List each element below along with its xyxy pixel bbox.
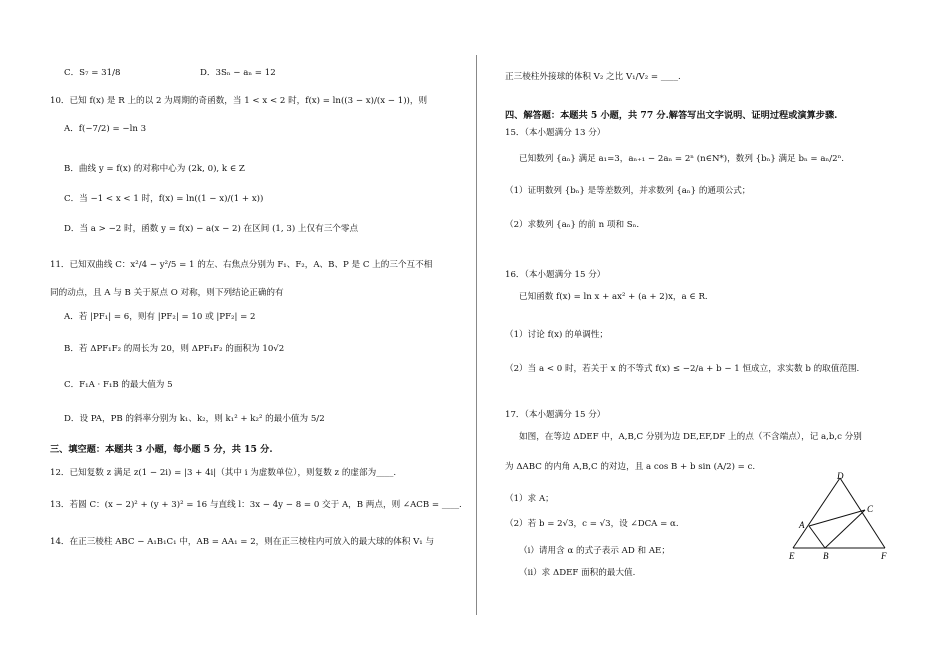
q13: 13．若圆 C：(x − 2)² + (y + 3)² = 16 与直线 l：3x − 4y − 8 = 0 交于 A，B 两点，则 ∠ACB = ____. <box>50 500 462 510</box>
q16-heading: 16．（本小题满分 15 分） <box>505 270 606 280</box>
label-a: A <box>799 520 805 530</box>
q16-stem: 已知函数 f(x) = ln x + ax² + (a + 2)x，a ∈ R. <box>519 292 708 302</box>
q11-stem-line1: 11．已知双曲线 C：x²/4 − y²/5 = 1 的左、右焦点分别为 F₁、F₂，A、B、P 是 C 上的三个互不相 <box>50 260 433 270</box>
q10-option-c: C．当 −1 < x < 1 时，f(x) = ln((1 − x)/(1 + x)) <box>64 194 264 204</box>
q11-option-b: B．若 ΔPF₁F₂ 的周长为 20，则 ΔPF₁F₂ 的面积为 10√2 <box>64 344 285 354</box>
column-divider <box>476 55 477 615</box>
edge-ab <box>809 526 825 548</box>
q16-part-1: （1）讨论 f(x) 的单调性； <box>505 330 609 340</box>
q12: 12．已知复数 z 满足 z(1 − 2i) = |3 + 4i|（其中 i 为虚数单位），则复数 z 的虚部为____. <box>50 468 397 478</box>
q15-heading: 15．（本小题满分 13 分） <box>505 128 606 138</box>
q10-option-a: A．f(−7/2) = −ln 3 <box>64 124 147 134</box>
q11-stem-line2: 同的动点，且 A 与 B 关于原点 O 对称，则下列结论正确的有 <box>50 288 284 298</box>
q9-option-d: D．3Sₙ − aₙ = 12 <box>200 68 276 78</box>
label-c: C <box>867 504 874 514</box>
q14: 14．在正三棱柱 ABC − A₁B₁C₁ 中，AB = AA₁ = 2，则在正三棱柱内可放入的最大球的体积 V₁ 与 <box>50 537 435 547</box>
q15-part-2: （2）求数列 {aₙ} 的前 n 项和 Sₙ. <box>505 220 640 230</box>
q10-option-d: D．当 a > −2 时，函数 y = f(x) − a(x − 2) 在区间 (1, 3) 上仅有三个零点 <box>64 224 359 234</box>
section-4-title: 四、解答题：本题共 5 小题，共 77 分.解答写出文字说明、证明过程或演算步骤. <box>505 110 838 121</box>
q17-part-2: （2）若 b = 2√3，c = √3，设 ∠DCA = α. <box>505 519 679 529</box>
q16-part-2: （2）当 a < 0 时，若关于 x 的不等式 f(x) ≤ −2/a + b − 1 恒成立，求实数 b 的取值范围. <box>505 364 860 374</box>
q14-continuation: 正三棱柱外接球的体积 V₂ 之比 V₁/V₂ = ____. <box>505 72 681 82</box>
q15-part-1: （1）证明数列 {bₙ} 是等差数列，并求数列 {aₙ} 的通项公式； <box>505 186 751 196</box>
q17-stem-line2: 为 ΔABC 的内角 A,B,C 的对边，且 a cos B + b sin (A/2) = c. <box>505 462 756 472</box>
q15-stem: 已知数列 {aₙ} 满足 a₁=3，aₙ₊₁ − 2aₙ = 2ⁿ (n∈N*)，数列 {bₙ} 满足 bₙ = aₙ/2ⁿ. <box>519 154 845 164</box>
q17-part-2-ii: （ii）求 ΔDEF 面积的最大值. <box>519 568 636 578</box>
q17-stem-line1: 如图，在等边 ΔDEF 中，A,B,C 分别为边 DE,EF,DF 上的点（不含端点），记 a,b,c 分别 <box>519 432 862 442</box>
q10-option-b: B．曲线 y = f(x) 的对称中心为 (2k, 0), k ∈ Z <box>64 164 245 174</box>
label-e: E <box>789 551 795 560</box>
edge-de <box>793 478 840 548</box>
label-b: B <box>823 551 829 560</box>
q9-option-c: C．S₇ = 31/8 <box>64 68 121 78</box>
label-d: D <box>837 471 844 481</box>
section-3-title: 三、填空题：本题共 3 小题，每小题 5 分，共 15 分. <box>50 444 273 455</box>
q11-option-a: A．若 |PF₁| = 6，则有 |PF₂| = 10 或 |PF₂| = 2 <box>64 312 256 322</box>
q17-heading: 17．（本小题满分 15 分） <box>505 410 606 420</box>
label-f: F <box>881 551 887 560</box>
triangle-figure <box>785 470 895 560</box>
q11-option-c: C．F₁A · F₁B 的最大值为 5 <box>64 380 173 390</box>
q10-stem: 10．已知 f(x) 是 R 上的以 2 为周期的奇函数，当 1 < x < 2 时，f(x) = ln((3 − x)/(x − 1))，则 <box>50 96 428 106</box>
q11-option-d: D．设 PA，PB 的斜率分别为 k₁、k₂，则 k₁² + k₂² 的最小值为 5/2 <box>64 414 325 424</box>
q17-part-2-i: （i）请用含 α 的式子表示 AD 和 AE； <box>519 546 670 556</box>
q17-part-1: （1）求 A； <box>505 494 554 504</box>
